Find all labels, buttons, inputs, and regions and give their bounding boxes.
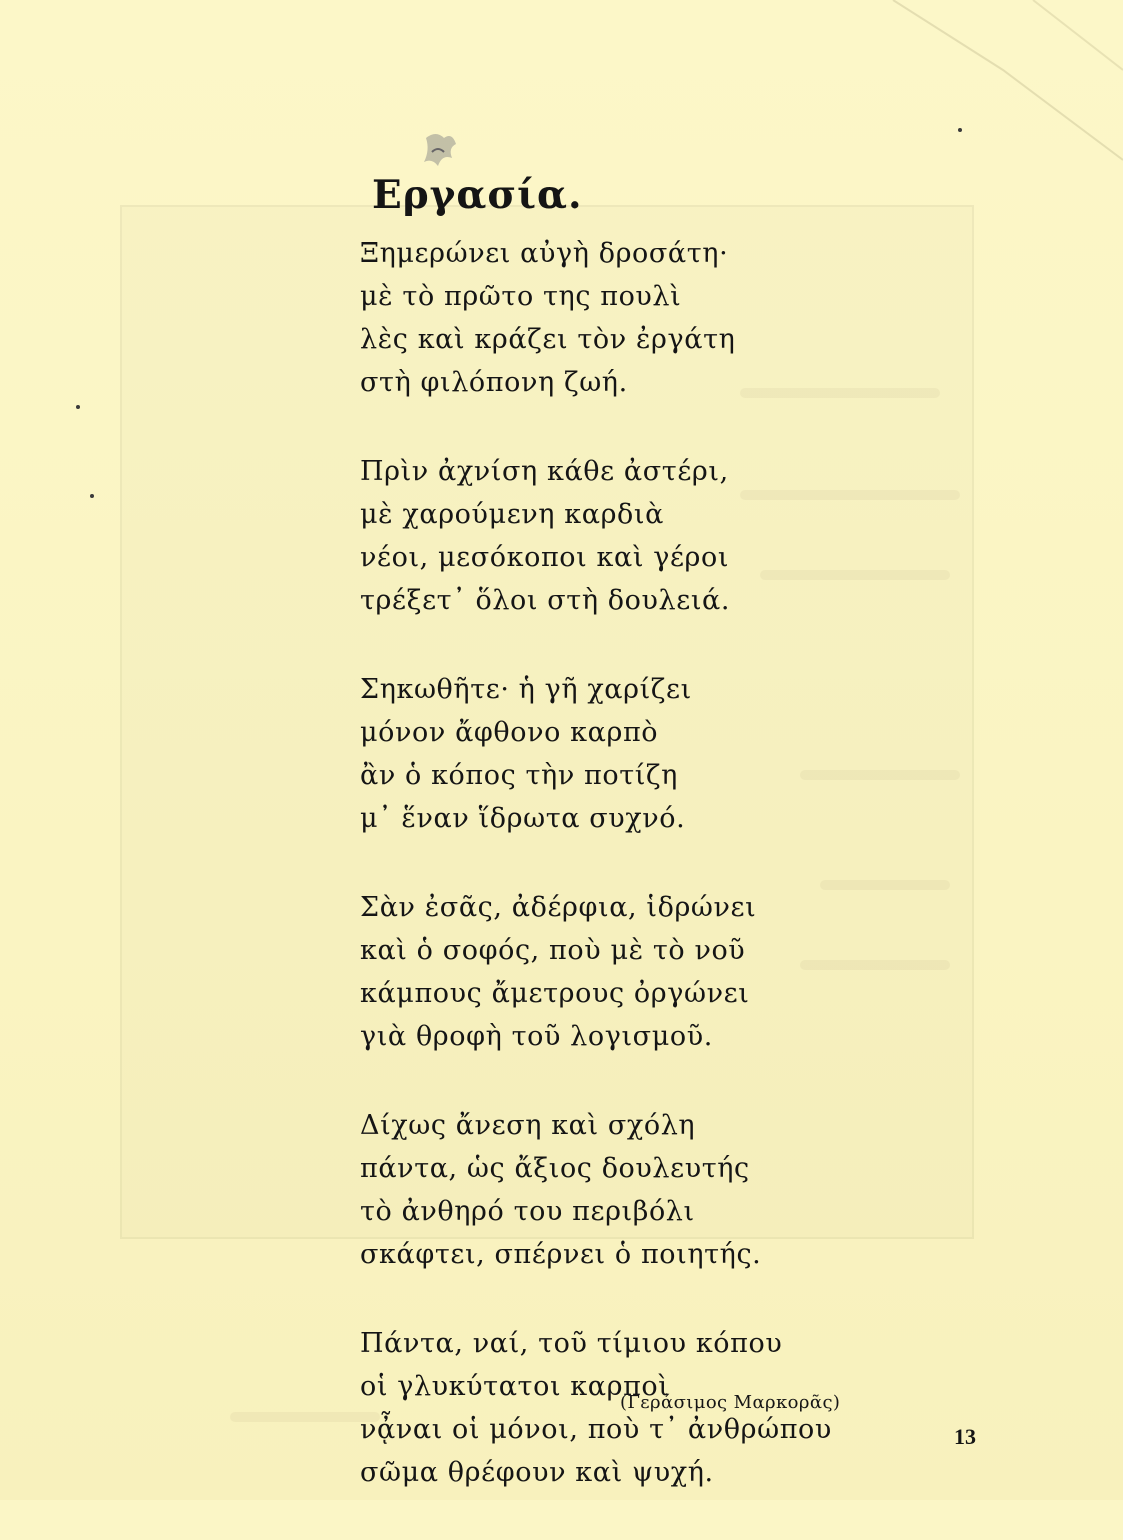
poem-line: Ξημερώνει αὐγὴ δροσάτη· bbox=[360, 238, 729, 269]
poem-line: Δίχως ἄνεση καὶ σχόλη bbox=[360, 1110, 696, 1141]
paper-speck bbox=[958, 128, 962, 132]
poem-line: πάντα, ὡς ἄξιος δουλευτής bbox=[360, 1153, 750, 1184]
poem-line: τὸ ἀνθηρό του περιβόλι bbox=[360, 1196, 695, 1227]
poem-line: Σηκωθῆτε· ἡ γῆ χαρίζει bbox=[360, 674, 692, 705]
ink-stain-icon bbox=[418, 128, 464, 176]
page-number: 13 bbox=[954, 1424, 976, 1449]
poem-line: μὲ τὸ πρῶτο της πουλὶ bbox=[360, 281, 682, 312]
poem-line: Πάντα, ναί, τοῦ τίμιου κόπου bbox=[360, 1328, 783, 1359]
paper-speck bbox=[90, 494, 94, 498]
poem-line: λὲς καὶ κράζει τὸν ἐργάτη bbox=[360, 324, 736, 355]
poem-line: Σὰν ἐσᾶς, ἀδέρφια, ἱδρώνει bbox=[360, 892, 757, 923]
poem-line: οἱ γλυκύτατοι καρποὶ bbox=[360, 1371, 670, 1402]
paper-speck bbox=[76, 405, 80, 409]
poem-line: σκάφτει, σπέρνει ὁ ποιητής. bbox=[360, 1239, 762, 1270]
poem-line: σῶμα θρέφουν καὶ ψυχή. bbox=[360, 1457, 714, 1488]
paper-corner-fold bbox=[883, 0, 1123, 200]
poem-line: καὶ ὁ σοφός, ποὺ μὲ τὸ νοῦ bbox=[360, 935, 746, 966]
poem-line: τρέξετ᾽ ὅλοι στὴ δουλειά. bbox=[360, 585, 731, 616]
poem-line: μὲ χαρούμενη καρδιὰ bbox=[360, 499, 664, 530]
poem-line: κάμπους ἄμετρους ὀργώνει bbox=[360, 978, 750, 1009]
poem-title: Εργασία. bbox=[372, 172, 583, 218]
stanza bbox=[360, 668, 980, 840]
show-through-line bbox=[230, 1412, 380, 1422]
poem-line: νᾆναι οἱ μόνοι, ποὺ τ᾽ ἀνθρώπου bbox=[360, 1414, 832, 1445]
stanza bbox=[360, 232, 980, 404]
stanza bbox=[360, 450, 980, 622]
poem-line: ἂν ὁ κόπος τὴν ποτίζη bbox=[360, 760, 678, 791]
poem-line: στὴ φιλόπονη ζωή. bbox=[360, 367, 628, 398]
poem-body bbox=[360, 232, 980, 1540]
poem-line: νέοι, μεσόκοποι καὶ γέροι bbox=[360, 542, 730, 573]
poem-line: γιὰ θροφὴ τοῦ λογισμοῦ. bbox=[360, 1021, 713, 1052]
poem-line: μ᾽ ἕναν ἵδρωτα συχνό. bbox=[360, 803, 686, 834]
poem-line: μόνον ἄφθονο καρπὸ bbox=[360, 717, 659, 748]
stanza bbox=[360, 1104, 980, 1276]
poem-line: Πρὶν ἀχνίση κάθε ἀστέρι, bbox=[360, 456, 729, 487]
stanza bbox=[360, 886, 980, 1058]
poem-author: (Γεράσιμος Μαρκορᾶς) bbox=[620, 1392, 841, 1413]
